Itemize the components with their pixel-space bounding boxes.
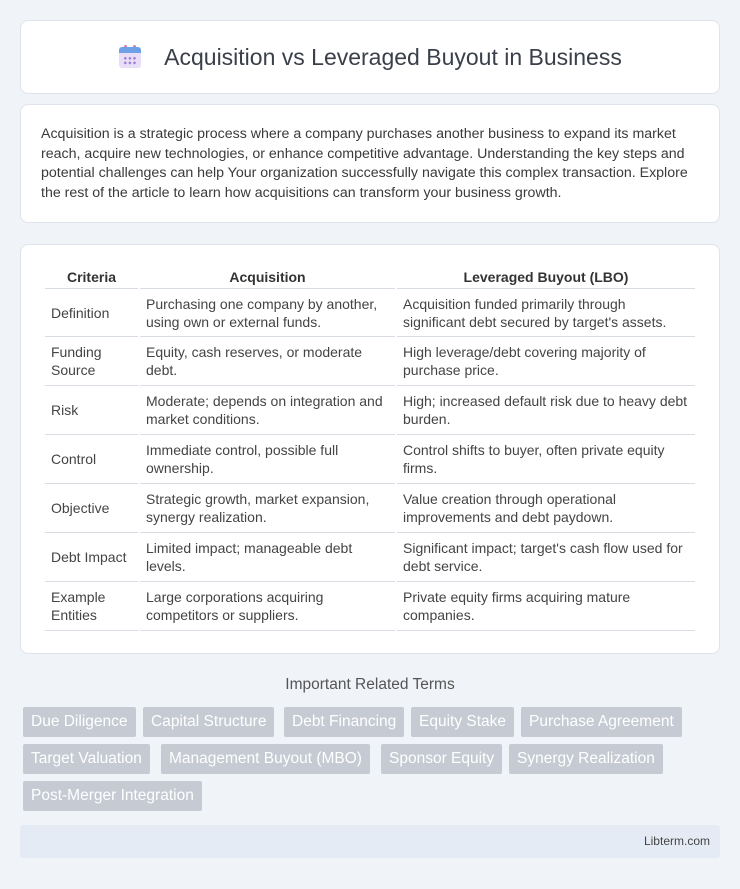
criteria-cell: Objective: [45, 484, 138, 533]
acquisition-cell: Limited impact; manageable debt levels.: [140, 533, 395, 582]
related-term-tag[interactable]: Sponsor Equity: [381, 744, 502, 774]
table-row: [45, 484, 695, 533]
criteria-cell: Example Entities: [45, 582, 138, 631]
acquisition-cell: Equity, cash reserves, or moderate debt.: [140, 337, 395, 386]
lbo-cell: High leverage/debt covering majority of purchase price.: [397, 337, 695, 386]
column-header: Criteria: [45, 265, 138, 289]
related-term-tag[interactable]: Target Valuation: [23, 744, 150, 774]
criteria-cell: Funding Source: [45, 337, 138, 386]
lbo-cell: Private equity firms acquiring mature companies.: [397, 582, 695, 631]
related-terms-title: Important Related Terms: [285, 676, 455, 693]
related-term-tag[interactable]: Synergy Realization: [509, 744, 663, 774]
related-term-tag[interactable]: Management Buyout (MBO): [161, 744, 370, 774]
acquisition-cell: Moderate; depends on integration and market conditions.: [140, 386, 395, 435]
related-term-tag[interactable]: Debt Financing: [284, 707, 404, 737]
criteria-cell: Risk: [45, 386, 138, 435]
acquisition-cell: Large corporations acquiring competitors or suppliers.: [140, 582, 395, 631]
lbo-cell: High; increased default risk due to heavy debt burden.: [397, 386, 695, 435]
acquisition-cell: Immediate control, possible full ownership.: [140, 435, 395, 484]
related-term-tag[interactable]: Purchase Agreement: [521, 707, 682, 737]
related-term-tag[interactable]: Capital Structure: [143, 707, 274, 737]
table-row: [45, 533, 695, 582]
table-row: [45, 386, 695, 435]
intro-text: Acquisition is a strategic process where a company purchases another business to expand its market reach, acquire new technologies, or enhance competitive advantage. Understanding the key steps and potential challenges can help Your organization successfully navigate this complex transaction. Explore the rest of the article to learn how acquisitions can transform your business growth.: [41, 126, 688, 201]
table-row: [45, 582, 695, 631]
column-header: Acquisition: [140, 265, 395, 289]
comparison-table: [43, 265, 697, 631]
intro-card: [20, 104, 720, 223]
lbo-cell: Value creation through operational improvements and debt paydown.: [397, 484, 695, 533]
comparison-table-card: [20, 244, 720, 654]
lbo-cell: Acquisition funded primarily through significant debt secured by target's assets.: [397, 289, 695, 337]
footer-site-link[interactable]: Libterm.com: [643, 834, 710, 848]
header-card: [20, 20, 720, 94]
related-term-tag[interactable]: Post-Merger Integration: [23, 781, 202, 811]
criteria-cell: Debt Impact: [45, 533, 138, 582]
related-term-tag[interactable]: Due Diligence: [23, 707, 136, 737]
lbo-cell: Control shifts to buyer, often private equity firms.: [397, 435, 695, 484]
table-row: [45, 337, 695, 386]
related-term-tag[interactable]: Equity Stake: [411, 707, 514, 737]
page-title: Acquisition vs Leveraged Buyout in Business: [164, 43, 622, 70]
criteria-cell: Control: [45, 435, 138, 484]
lbo-cell: Significant impact; target's cash flow used for debt service.: [397, 533, 695, 582]
table-header-row: [45, 265, 695, 289]
acquisition-cell: Strategic growth, market expansion, synergy realization.: [140, 484, 395, 533]
criteria-cell: Definition: [45, 289, 138, 337]
calendar-icon: [118, 45, 142, 69]
table-row: [45, 289, 695, 337]
column-header: Leveraged Buyout (LBO): [397, 265, 695, 289]
footer: [20, 825, 720, 858]
table-row: [45, 435, 695, 484]
acquisition-cell: Purchasing one company by another, using own or external funds.: [140, 289, 395, 337]
